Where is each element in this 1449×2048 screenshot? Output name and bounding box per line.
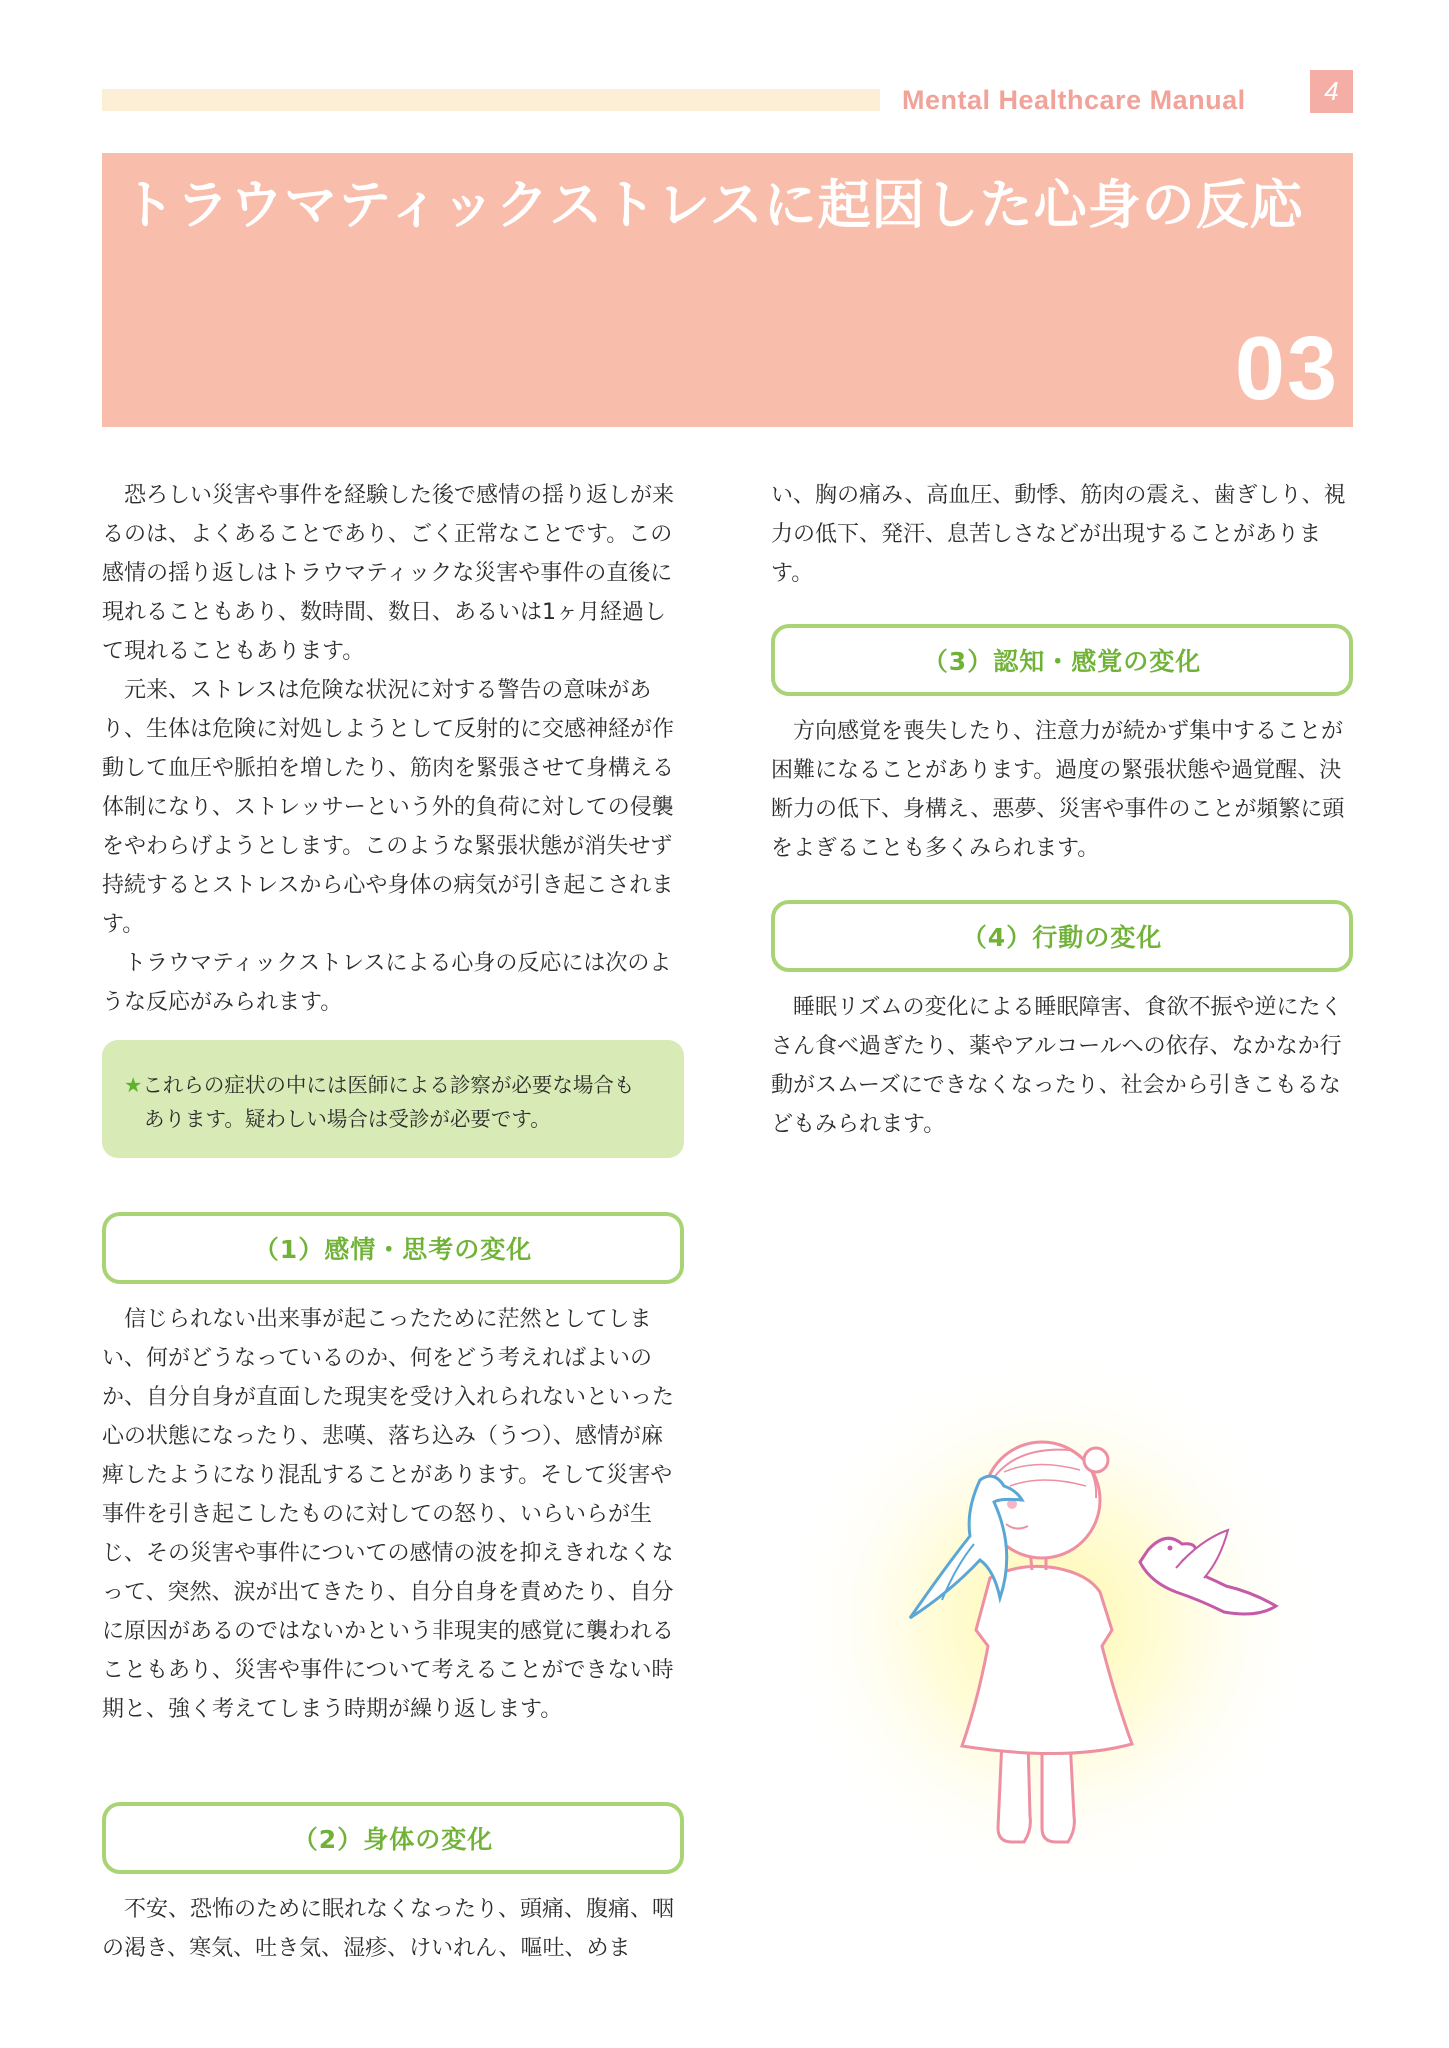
girl-with-doves-icon <box>780 1330 1360 1890</box>
intro-paragraph: 元来、ストレスは危険な状況に対する警告の意味があり、生体は危険に対処しようとして反射的に交感神経が作動して血圧や脈拍を増したり、筋肉を緊張させて身構える体制になり、ストレッサーという外的負荷に対しての侵襲をやわらげようとします。このような緊張状態が消失せず持続するとストレスから心や身体の病気が引き起こされます。 <box>102 678 675 937</box>
page-number: 4 <box>1310 70 1353 113</box>
chapter-header-band <box>102 153 1353 427</box>
section-paragraph: 睡眠リズムの変化による睡眠障害、食欲不振や逆にたくさん食べ過ぎたり、薬やアルコールへの依存、なかなか行動がスムーズにできなくなったり、社会から引きこもるなどもみられます。 <box>771 995 1343 1137</box>
note-line: これらの症状の中には医師による診察が必要な場合も <box>142 1073 635 1097</box>
chapter-number: 03 <box>1234 319 1339 419</box>
header-decor-bar <box>102 89 880 111</box>
note-line: あります。疑わしい場合は受診が必要です。 <box>144 1107 551 1131</box>
section-paragraph: 方向感覚を喪失したり、注意力が続かず集中することが困難になることがあります。過度の緊張状態や過覚醒、決断力の低下、身構え、悪夢、災害や事件のことが頻繁に頭をよぎることも多くみられます。 <box>771 719 1345 861</box>
section-body-physical <box>102 1890 684 1968</box>
section-heading-cognition: （3）認知・感覚の変化 <box>771 624 1353 696</box>
section-paragraph: 不安、恐怖のために眠れなくなったり、頭痛、腹痛、咽の渇き、寒気、吐き気、湿疹、けいれん、嘔吐、めま <box>102 1897 675 1961</box>
intro-paragraph: 恐ろしい災害や事件を経験した後で感情の揺り返しが来るのは、よくあることであり、ごく正常なことです。この感情の揺り返しはトラウマティックな災害や事件の直後に現れることもあり、数時間、数日、あるいは1ヶ月経過して現れることもあります。 <box>102 483 675 664</box>
section-heading-emotion: （1）感情・思考の変化 <box>102 1212 684 1284</box>
section-paragraph: い、胸の痛み、高血圧、動悸、筋肉の震え、歯ぎしり、視力の低下、発汗、息苦しさなどが出現することがあります。 <box>771 483 1346 586</box>
section-body-physical-continued <box>771 476 1353 593</box>
intro-text <box>102 476 684 1022</box>
chapter-title: トラウマティックストレスに起因した心身の反応 <box>122 175 1304 236</box>
section-body-emotion <box>102 1300 684 1729</box>
section-body-cognition <box>771 712 1353 868</box>
intro-paragraph: トラウマティックストレスによる心身の反応には次のような反応がみられます。 <box>102 951 672 1015</box>
manual-title: Mental Healthcare Manual <box>902 85 1246 115</box>
note-box <box>102 1040 684 1158</box>
section-body-behavior <box>771 988 1353 1144</box>
star-icon: ★ <box>124 1073 143 1097</box>
section-heading-behavior: （4）行動の変化 <box>771 900 1353 972</box>
section-paragraph: 信じられない出来事が起こったために茫然としてしまい、何がどうなっているのか、何をどう考えればよいのか、自分自身が直面した現実を受け入れられないといった心の状態になったり、悲嘆、落ち込み（うつ）、感情が麻痺したようになり混乱することがあります。そして災害や事件を引き起こしたものに対しての怒り、いらいらが生じ、その災害や事件についての感情の波を抑えきれなくなって、突然、涙が出てきたり、自分自身を責めたり、自分に原因があるのではないかという非現実的感覚に襲われることもあり、災害や事件について考えることができない時期と、強く考えてしまう時期が繰り返します。 <box>102 1307 675 1722</box>
section-heading-body: （2）身体の変化 <box>102 1802 684 1874</box>
